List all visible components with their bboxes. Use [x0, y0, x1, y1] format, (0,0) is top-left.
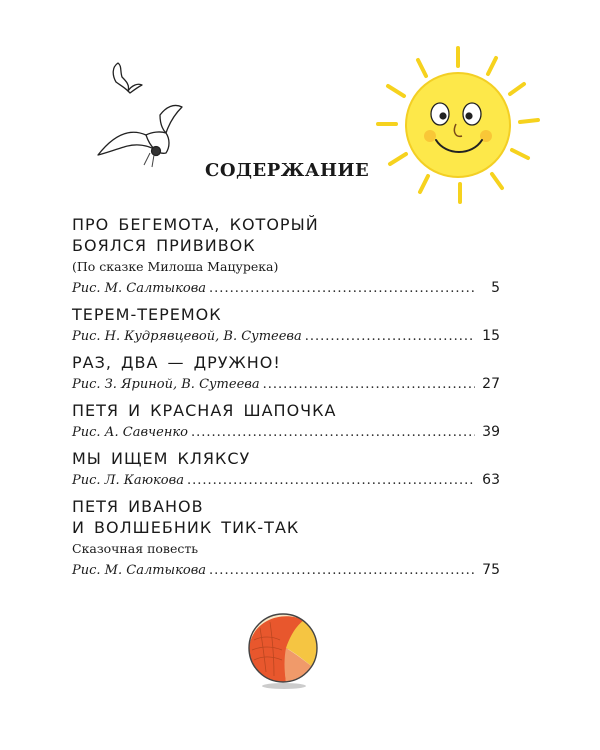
- page-number: 39: [482, 424, 500, 440]
- illustrator-row: [72, 373, 500, 396]
- illustrator-credit: Рис. Л. Каюкова: [72, 473, 184, 488]
- story-title: И ВОЛШЕБНИК ТИК-ТАК: [72, 518, 300, 537]
- toc-entry[interactable]: [72, 448, 500, 492]
- illustrator-credit: Рис. М. Салтыкова: [72, 281, 207, 296]
- toc-entry[interactable]: [72, 400, 500, 444]
- illustrator-row: [72, 469, 500, 492]
- story-title: РАЗ, ДВА — ДРУЖНО!: [72, 353, 281, 372]
- illustrator-credit: Рис. Н. Кудрявцевой, В. Сутеева: [72, 329, 302, 344]
- toc-entry[interactable]: [72, 214, 500, 300]
- story-title: ТЕРЕМ-ТЕРЕМОК: [72, 305, 222, 324]
- story-title: БОЯЛСЯ ПРИВИВОК: [72, 236, 256, 255]
- ball-icon: [242, 610, 324, 690]
- illustrator-row: [72, 559, 500, 582]
- story-subtitle: Сказочная повесть: [72, 541, 199, 556]
- table-of-contents: [72, 214, 500, 586]
- dot-leader: [209, 278, 475, 300]
- dot-leader: [209, 560, 475, 582]
- toc-entry[interactable]: [72, 304, 500, 348]
- illustrator-credit: Рис. М. Салтыкова: [72, 563, 207, 578]
- illustrator-row: [72, 421, 500, 444]
- illustrator-credit: Рис. А. Савченко: [72, 425, 188, 440]
- illustrator-row: [72, 325, 500, 348]
- toc-entry[interactable]: [72, 352, 500, 396]
- illustrator-row: [72, 277, 500, 300]
- dot-leader: [191, 422, 475, 444]
- dot-leader: [187, 470, 475, 492]
- page-number: 5: [491, 280, 500, 296]
- story-title: МЫ ИЩЕМ КЛЯКСУ: [72, 449, 251, 468]
- page-number: 75: [482, 562, 500, 578]
- page-title: СОДЕРЖАНИЕ: [205, 160, 370, 181]
- story-subtitle: (По сказке Милоша Мацурека): [72, 259, 279, 274]
- seagulls-icon: [90, 55, 210, 175]
- smiling-sun-icon: [368, 40, 548, 215]
- story-title: ПЕТЯ ИВАНОВ: [72, 497, 204, 516]
- page-number: 27: [482, 376, 500, 392]
- page-number: 15: [482, 328, 500, 344]
- illustrator-credit: Рис. З. Яриной, В. Сутеева: [72, 377, 260, 392]
- story-title: ПРО БЕГЕМОТА, КОТОРЫЙ: [72, 215, 319, 234]
- story-title: ПЕТЯ И КРАСНАЯ ШАПОЧКА: [72, 401, 337, 420]
- page-number: 63: [482, 472, 500, 488]
- toc-entry[interactable]: [72, 496, 500, 582]
- dot-leader: [305, 326, 475, 348]
- dot-leader: [263, 374, 475, 396]
